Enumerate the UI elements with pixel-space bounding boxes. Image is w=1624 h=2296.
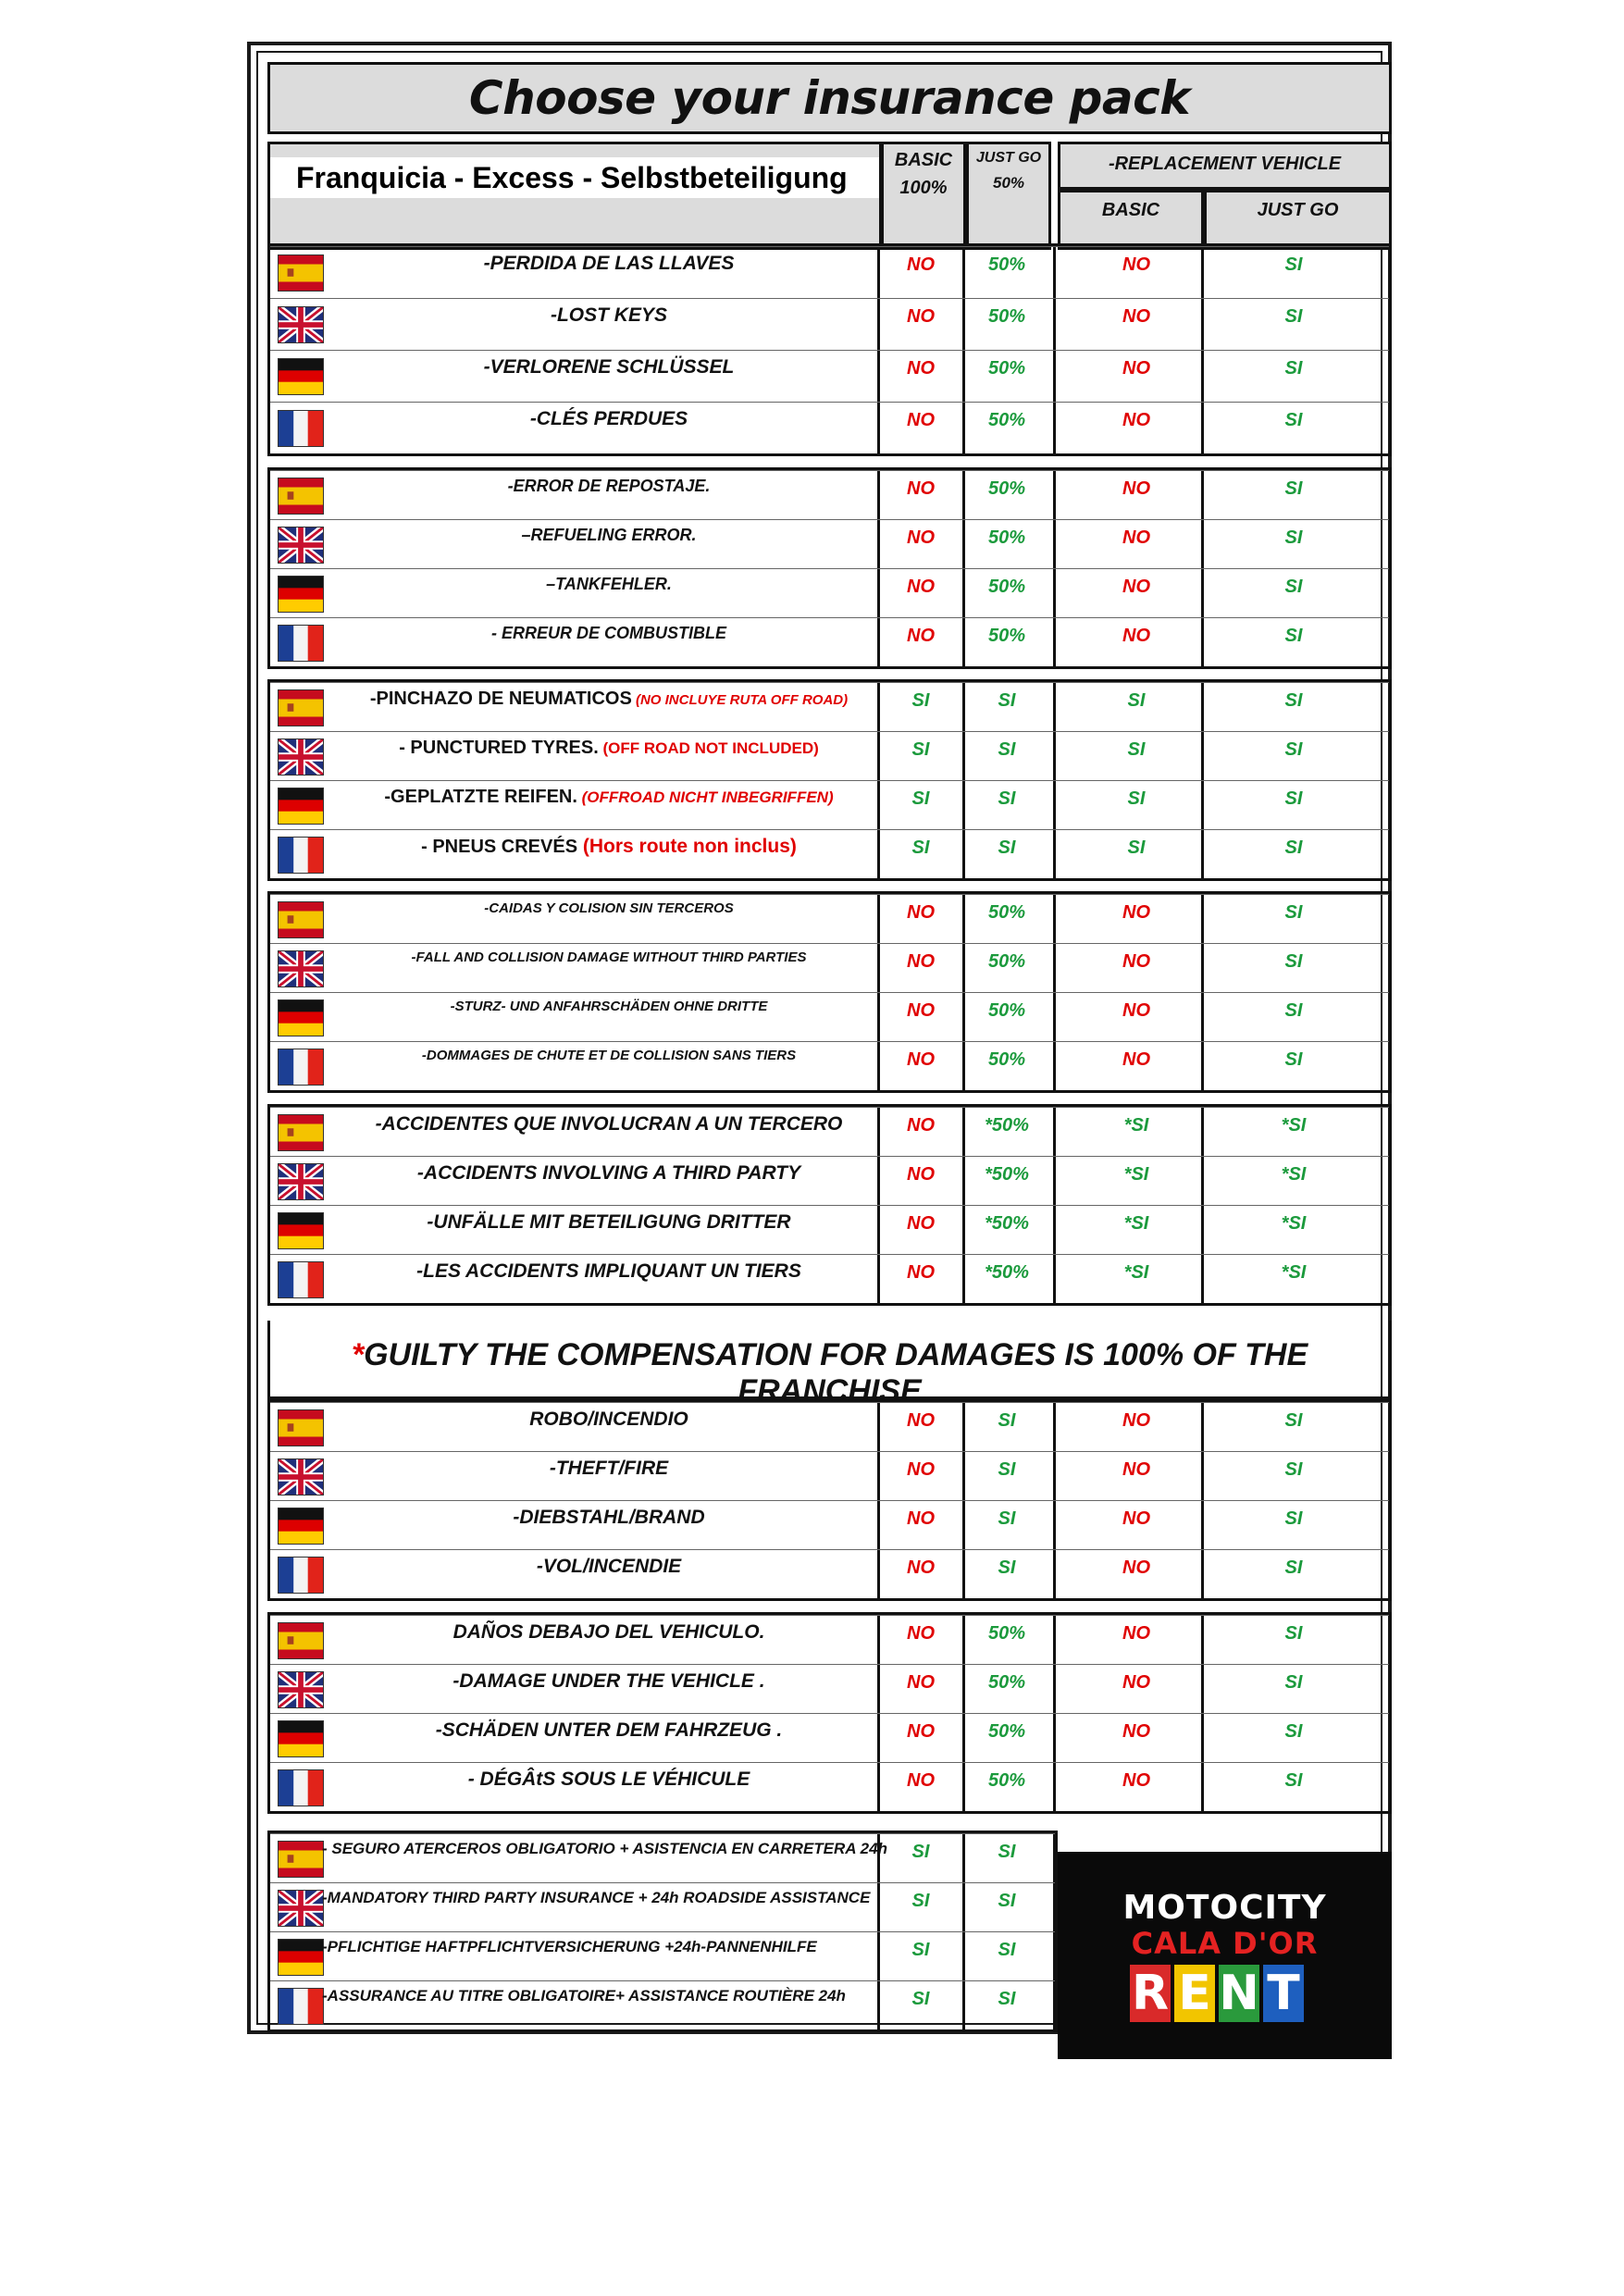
row-label-text: -ACCIDENTES QUE INVOLUCRAN A UN TERCERO bbox=[375, 1113, 843, 1135]
row-note: (Hors route non inclus) bbox=[577, 836, 797, 857]
table-row bbox=[270, 246, 1389, 298]
value-cell: 50% bbox=[987, 1623, 1026, 1644]
value-cell: NO bbox=[1122, 1508, 1150, 1529]
value-cell: SI bbox=[1284, 1000, 1303, 1021]
value-cell: NO bbox=[1122, 1558, 1150, 1578]
value-cell: 50% bbox=[987, 577, 1026, 597]
table-row bbox=[270, 1615, 1389, 1664]
table-row bbox=[270, 1205, 1389, 1254]
value-cell: NO bbox=[1122, 902, 1150, 923]
value-cell: NO bbox=[907, 1508, 935, 1529]
value-cell: SI bbox=[1284, 626, 1303, 646]
row-label-text: -CLÉS PERDUES bbox=[529, 408, 688, 429]
row-label bbox=[322, 1840, 887, 1858]
value-cell: SI bbox=[911, 739, 930, 760]
rep-justgo-label: JUST GO bbox=[1257, 200, 1339, 220]
row-label-text: ROBO/INCENDIO bbox=[529, 1409, 688, 1430]
value-cell: SI bbox=[1284, 358, 1303, 379]
logo-letter: T bbox=[1263, 1965, 1304, 2022]
row-label bbox=[331, 836, 886, 858]
rep-basic-header bbox=[1058, 190, 1204, 250]
value-cell: SI bbox=[1284, 1049, 1303, 1070]
value-cell: NO bbox=[907, 306, 935, 327]
value-cell: SI bbox=[998, 1459, 1016, 1480]
row-label-text: - DÉGÂtS SOUS LE VÉHICULE bbox=[467, 1769, 750, 1790]
value-cell: NO bbox=[1122, 1410, 1150, 1431]
row-label-text: -LOST KEYS bbox=[550, 304, 667, 326]
row-label bbox=[331, 526, 886, 545]
value-cell: SI bbox=[911, 1989, 930, 2009]
row-label bbox=[331, 1409, 886, 1431]
table-row bbox=[270, 1041, 1389, 1090]
value-cell: *SI bbox=[1123, 1164, 1149, 1185]
value-cell: SI bbox=[1284, 951, 1303, 972]
justgo-header-percent: 50% bbox=[992, 174, 1025, 192]
excess-header bbox=[267, 142, 882, 250]
value-cell: SI bbox=[998, 739, 1016, 760]
value-cell: NO bbox=[907, 1770, 935, 1791]
row-note: (OFFROAD NICHT INBEGRIFFEN) bbox=[576, 788, 834, 806]
section-theft bbox=[267, 1399, 1392, 1601]
row-label-text: –REFUELING ERROR. bbox=[521, 526, 697, 544]
fr-flag-icon bbox=[278, 1049, 324, 1086]
table-row bbox=[270, 519, 1389, 568]
value-cell: NO bbox=[907, 478, 935, 499]
value-cell: 50% bbox=[987, 410, 1026, 430]
basic-header-label: BASIC bbox=[894, 150, 953, 170]
value-cell: SI bbox=[911, 788, 930, 809]
value-cell: NO bbox=[1122, 1049, 1150, 1070]
table-row bbox=[270, 298, 1389, 350]
row-label-text: -VOL/INCENDIE bbox=[536, 1556, 682, 1577]
row-label bbox=[331, 575, 886, 594]
value-cell: NO bbox=[907, 1213, 935, 1234]
value-cell: SI bbox=[911, 1940, 930, 1960]
value-cell: *SI bbox=[1123, 1213, 1149, 1234]
value-cell: SI bbox=[1284, 1410, 1303, 1431]
logo-letter: E bbox=[1174, 1965, 1215, 2022]
value-cell: *SI bbox=[1281, 1115, 1307, 1136]
row-label-text: - SEGURO ATERCEROS OBLIGATORIO + ASISTENCIA EN CARRETERA 24h bbox=[322, 1840, 887, 1857]
justgo-header bbox=[966, 142, 1051, 250]
row-label bbox=[331, 999, 886, 1014]
table-row bbox=[270, 1451, 1389, 1500]
value-cell: NO bbox=[1122, 358, 1150, 379]
row-label-text: -CAIDAS Y COLISION SIN TERCEROS bbox=[484, 900, 734, 916]
fr-flag-icon bbox=[278, 837, 324, 874]
row-label bbox=[331, 1507, 886, 1529]
value-cell: SI bbox=[1284, 254, 1303, 275]
table-row bbox=[270, 1833, 1055, 1882]
row-label-text: -GEPLATZTE REIFEN. bbox=[384, 787, 577, 807]
uk-flag-icon bbox=[278, 738, 324, 776]
value-cell: SI bbox=[1284, 902, 1303, 923]
value-cell: SI bbox=[1284, 306, 1303, 327]
de-flag-icon bbox=[278, 1212, 324, 1249]
table-row bbox=[270, 1500, 1389, 1549]
value-cell: NO bbox=[907, 1000, 935, 1021]
value-cell: SI bbox=[998, 1940, 1016, 1960]
section-keys bbox=[267, 243, 1392, 456]
basic-header-percent: 100% bbox=[899, 178, 948, 198]
es-flag-icon bbox=[278, 478, 324, 515]
uk-flag-icon bbox=[278, 527, 324, 564]
row-label-text: -FALL AND COLLISION DAMAGE WITHOUT THIRD PARTIES bbox=[411, 949, 807, 965]
de-flag-icon bbox=[278, 1939, 324, 1976]
value-cell: 50% bbox=[987, 1672, 1026, 1693]
value-cell: SI bbox=[1284, 1770, 1303, 1791]
rep-justgo-header bbox=[1204, 190, 1392, 250]
uk-flag-icon bbox=[278, 1458, 324, 1496]
value-cell: NO bbox=[907, 1623, 935, 1644]
row-label bbox=[331, 304, 886, 327]
row-label-text: -MANDATORY THIRD PARTY INSURANCE + 24h ROADSIDE ASSISTANCE bbox=[322, 1889, 871, 1906]
row-label bbox=[331, 1211, 886, 1234]
value-cell: SI bbox=[1284, 838, 1303, 858]
value-cell: SI bbox=[998, 1842, 1016, 1862]
value-cell: SI bbox=[1127, 690, 1146, 711]
value-cell: SI bbox=[1284, 478, 1303, 499]
value-cell: *SI bbox=[1281, 1213, 1307, 1234]
value-cell: NO bbox=[1122, 1770, 1150, 1791]
value-cell: NO bbox=[1122, 1672, 1150, 1693]
value-cell: SI bbox=[1284, 1558, 1303, 1578]
value-cell: SI bbox=[998, 1989, 1016, 2009]
value-cell: 50% bbox=[987, 358, 1026, 379]
row-label bbox=[331, 949, 886, 965]
row-label-text: -PINCHAZO DE NEUMATICOS bbox=[369, 689, 632, 709]
es-flag-icon bbox=[278, 1114, 324, 1151]
row-label bbox=[331, 1556, 886, 1578]
value-cell: NO bbox=[907, 577, 935, 597]
value-cell: NO bbox=[907, 1558, 935, 1578]
row-label-text: DAÑOS DEBAJO DEL VEHICULO. bbox=[452, 1621, 765, 1643]
es-flag-icon bbox=[278, 689, 324, 726]
value-cell: 50% bbox=[987, 1721, 1026, 1742]
row-label-text: -UNFÄLLE MIT BETEILIGUNG DRITTER bbox=[427, 1211, 791, 1233]
value-cell: SI bbox=[1284, 410, 1303, 430]
guilty-text: GUILTY THE COMPENSATION FOR DAMAGES IS 100% OF THE FRANCHISE bbox=[364, 1337, 1308, 1409]
value-cell: SI bbox=[1127, 838, 1146, 858]
value-cell: 50% bbox=[987, 1049, 1026, 1070]
fr-flag-icon bbox=[278, 1988, 324, 2025]
row-label bbox=[331, 1719, 886, 1742]
row-label bbox=[331, 689, 886, 710]
table-row bbox=[270, 1664, 1389, 1713]
value-cell: 50% bbox=[987, 626, 1026, 646]
row-label-text: -DAMAGE UNDER THE VEHICLE . bbox=[452, 1670, 765, 1692]
row-label bbox=[331, 738, 886, 759]
row-label bbox=[322, 1987, 868, 2005]
row-label-text: - PUNCTURED TYRES. bbox=[399, 738, 599, 758]
de-flag-icon bbox=[278, 576, 324, 613]
value-cell: SI bbox=[998, 1891, 1016, 1911]
es-flag-icon bbox=[278, 1622, 324, 1659]
row-label bbox=[331, 1048, 886, 1063]
value-cell: NO bbox=[1122, 1721, 1150, 1742]
fr-flag-icon bbox=[278, 1557, 324, 1594]
value-cell: NO bbox=[907, 1049, 935, 1070]
table-row bbox=[270, 1254, 1389, 1303]
section-refuel bbox=[267, 467, 1392, 669]
value-cell: NO bbox=[907, 1721, 935, 1742]
value-cell: NO bbox=[1122, 1000, 1150, 1021]
table-row bbox=[270, 1762, 1389, 1811]
value-cell: NO bbox=[1122, 306, 1150, 327]
table-row bbox=[270, 894, 1389, 943]
logo-line1: MOTOCITY bbox=[1122, 1889, 1327, 1927]
table-row bbox=[270, 402, 1389, 453]
table-row bbox=[270, 617, 1389, 666]
table-row bbox=[270, 992, 1389, 1041]
table-row bbox=[270, 1549, 1389, 1598]
value-cell: 50% bbox=[987, 254, 1026, 275]
value-cell: NO bbox=[1122, 254, 1150, 275]
row-label bbox=[331, 1113, 886, 1136]
row-label-text: - PNEUS CREVÉS bbox=[421, 837, 578, 857]
logo-rent-letters bbox=[1130, 1965, 1308, 2026]
logo-line2: CALA D'OR bbox=[1131, 1926, 1319, 1961]
de-flag-icon bbox=[278, 1508, 324, 1545]
value-cell: *50% bbox=[985, 1262, 1029, 1283]
value-cell: NO bbox=[907, 410, 935, 430]
fr-flag-icon bbox=[278, 410, 324, 447]
table-row bbox=[270, 731, 1389, 780]
value-cell: NO bbox=[1122, 626, 1150, 646]
value-cell: NO bbox=[907, 254, 935, 275]
row-label-text: -LES ACCIDENTS IMPLIQUANT UN TIERS bbox=[416, 1260, 801, 1282]
value-cell: 50% bbox=[987, 478, 1026, 499]
value-cell: SI bbox=[1284, 690, 1303, 711]
table-row bbox=[270, 943, 1389, 992]
value-cell: NO bbox=[907, 626, 935, 646]
fr-flag-icon bbox=[278, 1261, 324, 1298]
motocity-logo bbox=[1058, 1852, 1392, 2059]
row-label-text: -PFLICHTIGE HAFTPFLICHTVERSICHERUNG +24h-PANNENHILFE bbox=[322, 1938, 817, 1955]
value-cell: SI bbox=[1284, 577, 1303, 597]
value-cell: NO bbox=[907, 358, 935, 379]
basic-header bbox=[881, 142, 966, 250]
logo-letter: N bbox=[1219, 1966, 1259, 2021]
value-cell: NO bbox=[1122, 1459, 1150, 1480]
es-flag-icon bbox=[278, 1409, 324, 1446]
value-cell: SI bbox=[998, 838, 1016, 858]
value-cell: SI bbox=[1127, 739, 1146, 760]
row-label bbox=[331, 1260, 886, 1283]
value-cell: *50% bbox=[985, 1213, 1029, 1234]
value-cell: SI bbox=[1284, 1459, 1303, 1480]
value-cell: SI bbox=[1127, 788, 1146, 809]
value-cell: NO bbox=[907, 1410, 935, 1431]
value-cell: NO bbox=[907, 902, 935, 923]
value-cell: *SI bbox=[1281, 1262, 1307, 1283]
replacement-vehicle-header bbox=[1058, 142, 1392, 190]
value-cell: NO bbox=[907, 1262, 935, 1283]
row-label bbox=[331, 1162, 886, 1185]
value-cell: 50% bbox=[987, 1000, 1026, 1021]
value-cell: SI bbox=[1284, 1623, 1303, 1644]
rep-basic-label: BASIC bbox=[1101, 200, 1160, 220]
value-cell: SI bbox=[998, 690, 1016, 711]
row-label bbox=[331, 253, 886, 275]
page-title: Choose your insurance pack bbox=[468, 71, 1191, 125]
table-row bbox=[270, 1713, 1389, 1762]
excess-label: Franquicia - Excess - Selbstbeteiligung bbox=[270, 157, 879, 198]
table-row bbox=[270, 829, 1389, 878]
value-cell: NO bbox=[1122, 577, 1150, 597]
de-flag-icon bbox=[278, 999, 324, 1036]
section-mandatory bbox=[267, 1831, 1058, 2032]
row-label-text: -ASSURANCE AU TITRE OBLIGATOIRE+ ASSISTANCE ROUTIÈRE 24h bbox=[322, 1987, 846, 2004]
row-label-text: -PERDIDA DE LAS LLAVES bbox=[483, 253, 735, 274]
table-row bbox=[270, 568, 1389, 617]
section-falls bbox=[267, 891, 1392, 1093]
value-cell: *SI bbox=[1281, 1164, 1307, 1185]
de-flag-icon bbox=[278, 1720, 324, 1757]
value-cell: NO bbox=[907, 1459, 935, 1480]
value-cell: *50% bbox=[985, 1164, 1029, 1185]
fr-flag-icon bbox=[278, 1769, 324, 1806]
es-flag-icon bbox=[278, 1841, 324, 1878]
row-label bbox=[331, 1769, 886, 1791]
de-flag-icon bbox=[278, 788, 324, 825]
section-accidents bbox=[267, 1104, 1392, 1306]
table-row bbox=[270, 682, 1389, 731]
value-cell: NO bbox=[907, 527, 935, 548]
uk-flag-icon bbox=[278, 950, 324, 987]
value-cell: SI bbox=[998, 788, 1016, 809]
value-cell: SI bbox=[998, 1508, 1016, 1529]
value-cell: *SI bbox=[1123, 1262, 1149, 1283]
table-row bbox=[270, 1156, 1389, 1205]
value-cell: SI bbox=[1284, 527, 1303, 548]
row-label bbox=[331, 1621, 886, 1644]
value-cell: SI bbox=[1284, 1721, 1303, 1742]
table-row bbox=[270, 1882, 1055, 1931]
section-tyres bbox=[267, 679, 1392, 881]
row-label bbox=[331, 477, 886, 496]
insurance-document bbox=[247, 42, 1392, 2034]
table-row bbox=[270, 470, 1389, 519]
row-label bbox=[322, 1889, 871, 1907]
row-label-text: -DOMMAGES DE CHUTE ET DE COLLISION SANS TIERS bbox=[421, 1048, 797, 1063]
value-cell: SI bbox=[1284, 1508, 1303, 1529]
row-label bbox=[331, 1670, 886, 1693]
value-cell: 50% bbox=[987, 527, 1026, 548]
row-label-text: - ERREUR DE COMBUSTIBLE bbox=[490, 624, 726, 642]
de-flag-icon bbox=[278, 358, 324, 395]
uk-flag-icon bbox=[278, 1163, 324, 1200]
row-label bbox=[331, 900, 886, 916]
row-label-text: -ERROR DE REPOSTAJE. bbox=[507, 477, 711, 495]
title-bar bbox=[267, 62, 1392, 134]
value-cell: NO bbox=[907, 951, 935, 972]
row-label bbox=[322, 1938, 868, 1956]
es-flag-icon bbox=[278, 254, 324, 292]
value-cell: 50% bbox=[987, 1770, 1026, 1791]
table-row bbox=[270, 1931, 1055, 1980]
replacement-vehicle-label: -REPLACEMENT VEHICLE bbox=[1108, 154, 1342, 174]
row-label bbox=[331, 624, 886, 643]
table-row bbox=[270, 350, 1389, 402]
uk-flag-icon bbox=[278, 1890, 324, 1927]
value-cell: NO bbox=[1122, 478, 1150, 499]
row-note: (NO INCLUYE RUTA OFF ROAD) bbox=[631, 692, 849, 708]
row-label-text: -THEFT/FIRE bbox=[549, 1458, 669, 1479]
logo-letter: R bbox=[1131, 1966, 1170, 2021]
row-label-text: –TANKFEHLER. bbox=[546, 575, 672, 593]
guilty-note bbox=[267, 1321, 1392, 1409]
table-row bbox=[270, 1107, 1389, 1156]
value-cell: NO bbox=[907, 1115, 935, 1136]
uk-flag-icon bbox=[278, 306, 324, 343]
value-cell: NO bbox=[1122, 1623, 1150, 1644]
value-cell: NO bbox=[1122, 951, 1150, 972]
justgo-header-label: JUST GO bbox=[975, 150, 1042, 166]
row-label-text: -VERLORENE SCHLÜSSEL bbox=[483, 356, 735, 378]
row-label bbox=[331, 1458, 886, 1480]
value-cell: NO bbox=[907, 1672, 935, 1693]
section-under bbox=[267, 1612, 1392, 1814]
row-label-text: -ACCIDENTS INVOLVING A THIRD PARTY bbox=[416, 1162, 801, 1184]
value-cell: NO bbox=[1122, 410, 1150, 430]
value-cell: SI bbox=[911, 1891, 930, 1911]
value-cell: NO bbox=[1122, 527, 1150, 548]
uk-flag-icon bbox=[278, 1671, 324, 1708]
value-cell: SI bbox=[998, 1558, 1016, 1578]
document-inner-frame bbox=[256, 51, 1382, 2025]
value-cell: SI bbox=[1284, 788, 1303, 809]
value-cell: *50% bbox=[985, 1115, 1029, 1136]
value-cell: SI bbox=[1284, 739, 1303, 760]
es-flag-icon bbox=[278, 901, 324, 938]
value-cell: SI bbox=[1284, 1672, 1303, 1693]
row-label bbox=[331, 356, 886, 379]
value-cell: SI bbox=[911, 1842, 930, 1862]
row-label-text: -DIEBSTAHL/BRAND bbox=[513, 1507, 705, 1528]
table-row bbox=[270, 780, 1389, 829]
value-cell: 50% bbox=[987, 306, 1026, 327]
value-cell: SI bbox=[911, 838, 930, 858]
row-note: (OFF ROAD NOT INCLUDED) bbox=[598, 739, 819, 757]
value-cell: SI bbox=[911, 690, 930, 711]
value-cell: *SI bbox=[1123, 1115, 1149, 1136]
row-label-text: -STURZ- UND ANFAHRSCHÄDEN OHNE DRITTE bbox=[450, 999, 768, 1014]
row-label-text: -SCHÄDEN UNTER DEM FAHRZEUG . bbox=[435, 1719, 783, 1741]
row-label bbox=[331, 787, 886, 808]
table-row bbox=[270, 1980, 1055, 2029]
value-cell: SI bbox=[998, 1410, 1016, 1431]
value-cell: NO bbox=[907, 1164, 935, 1185]
guilty-star: * bbox=[351, 1337, 365, 1372]
value-cell: 50% bbox=[987, 951, 1026, 972]
row-label bbox=[331, 408, 886, 430]
fr-flag-icon bbox=[278, 625, 324, 662]
value-cell: 50% bbox=[987, 902, 1026, 923]
